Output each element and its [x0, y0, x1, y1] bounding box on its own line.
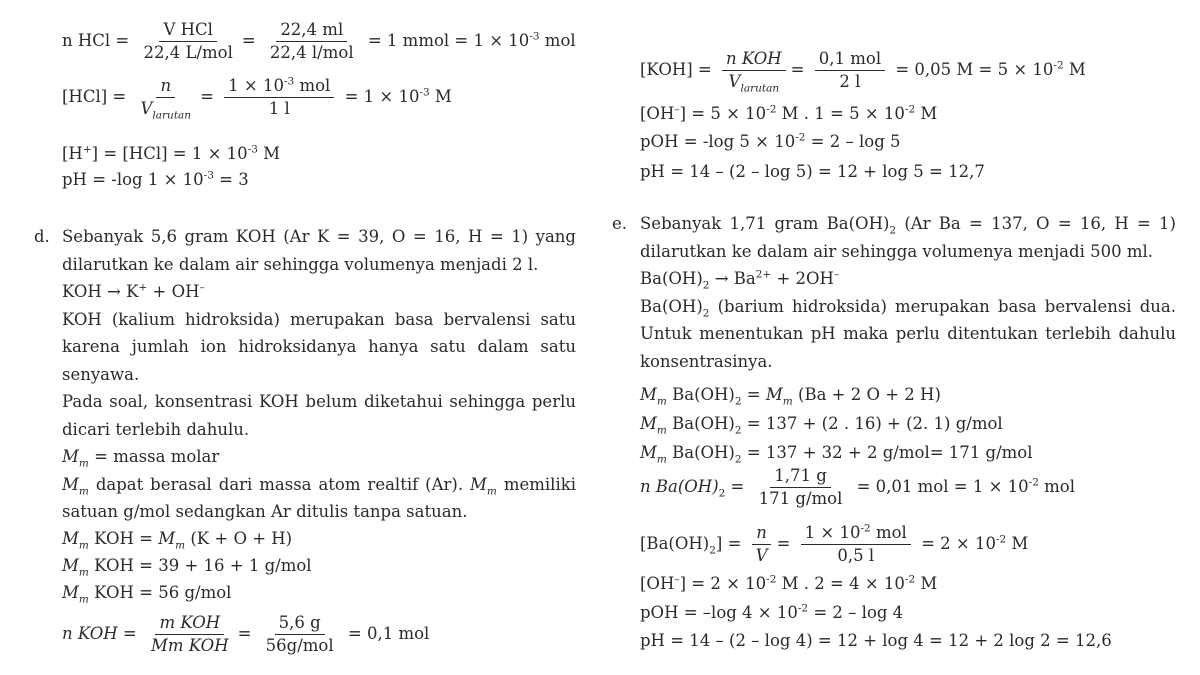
- mm-koh-eq1: $M_m$ KOH = $M_m$ (K + O + H): [62, 529, 293, 552]
- mm-explanation: $M_m$ dapat berasal dari massa atom realtif (Ar). $M_m$ memiliki satuan g/mol sedangkan Ar ditulis tanpa satuan.: [62, 474, 576, 521]
- n-koh-equation: n KOH = $\frac{\text{m KOH}}{\text{Mm KOH}}$ = $\frac{5,6 g}{\text{56g/mol}}$ = 0,1 mol: [62, 613, 430, 655]
- ph-equation-koh: pH = 14 – (2 – log 5) = 12 + log 5 = 12,7: [640, 162, 985, 181]
- koh-valence-text: KOH (kalium hidroksida) merupakan basa bervalensi satu karena jumlah ion hidroksidanya hanya satu dalam satu senyawa.: [62, 309, 576, 384]
- oh-ion-equation: $[OH^-] = 5 \times 10^{-2}$ M . $1 = 5 \times 10^{-2}$ M: [640, 103, 938, 123]
- fraction: $\frac{1 \times 10^{-3} mol}{1 l}$: [224, 75, 334, 120]
- fraction: $\frac{\text{V HCl}}{\text{22,4 L/mol}}$: [143, 20, 233, 62]
- poh-equation: pOH = -log $5 \times 10^{-2} = 2 - \log 5$: [640, 131, 901, 151]
- mm-baoh2-eq2: $M_m$ $Ba(OH)_2 = 137 + (2$ . 16) + (2. 1) g/mol: [640, 414, 1003, 437]
- section-e-body: [640, 210, 1176, 375]
- fraction: $\frac{5,6 g}{\text{56g/mol}}$: [265, 613, 334, 655]
- baoh2-dissociation: $Ba(OH)_2 \to Ba^{2+} + 2OH^-$: [640, 268, 840, 292]
- mm-koh-eq3: $M_m$ KOH = 56 g/mol: [62, 583, 232, 606]
- section-d-intro: Sebanyak 5,6 gram KOH (Ar K = 39, O = 16, H = 1) yang dilarutkan ke dalam air sehingga volumenya menjadi 2 l.: [62, 227, 576, 274]
- section-e-marker: e.: [612, 214, 628, 233]
- poh-equation-baoh2: pOH = –log $4 \times 10^{-2} = 2 - \log 4$: [640, 602, 904, 622]
- fraction: $\frac{\text{0,1 mol}}{2 l}$: [815, 48, 885, 93]
- section-e-intro: Sebanyak 1,71 gram $Ba(OH)_2$ (Ar Ba = 137, O = 16, H = 1) dilarutkan ke dalam air sehingga volumenya menjadi 500 ml.: [640, 214, 1176, 261]
- koh-dissociation: KOH → K+ + OH–: [62, 281, 205, 301]
- h-ion-equation: $[H^+] = [HCl] = 1 \times 10^{-3}$ M: [62, 143, 281, 163]
- mm-baoh2-eq1: $M_m$ $Ba(OH)_2 = M_m$ (Ba + 2 O + 2 H): [640, 385, 941, 408]
- mm-koh-eq2: $M_m$ KOH = 39 + 16 + 1 g/mol: [62, 556, 312, 579]
- baoh2-valence-text: $Ba(OH)_2$ (barium hidroksida) merupakan basa bervalensi dua. Untuk menentukan pH maka perlu ditentukan terlebih dahulu konsentrasinya.: [640, 296, 1176, 371]
- ph-equation-baoh2: pH = 14 – (2 – log 4) = 12 + log 4 = 12 + 2 log 2 = 12,6: [640, 631, 1112, 650]
- ph-equation: pH = -log $1 \times 10^{-3} = 3$: [62, 169, 249, 189]
- hcl-moles-equation: n HCl = $\frac{\text{V HCl}}{\text{22,4 L/mol}}$ = $\frac{22,4 ml}{\text{22,4 l/mol}}$ = 1 mmol = $1 \times 10^{-3}$ mol: [62, 20, 576, 62]
- fraction: $\frac{1,71 g}{\text{171 g/mol}}$: [758, 466, 843, 508]
- n-baoh2-equation: n $Ba(OH)_2$ = $\frac{1,71 g}{\text{171 g/mol}}$ = 0,01 mol = $1 \times 10^{-2}$ mol: [640, 466, 1075, 508]
- mm-definition: $M_m$ = massa molar: [62, 447, 220, 470]
- mm-baoh2-eq3: $M_m$ $Ba(OH)_2 = 137 + 32 + 2$ g/mol= 171 g/mol: [640, 443, 1033, 466]
- fraction: $\frac{n}{V_{larutan}}$: [140, 76, 192, 122]
- koh-concentration-equation: [KOH] = $\frac{\text{n KOH}}{V_{larutan}}$ = $\frac{\text{0,1 mol}}{2 l}$ = 0,05 $M = 5 \times 10^{-2}$ M: [640, 49, 1086, 95]
- fraction: $\frac{\text{n KOH}}{V_{larutan}}$: [722, 48, 786, 93]
- koh-concentration-text: Pada soal, konsentrasi KOH belum diketahui sehingga perlu dicari terlebih dahulu.: [62, 392, 576, 439]
- fraction: $\frac{\text{m KOH}}{\text{Mm KOH}}$: [151, 613, 229, 655]
- section-d-body: [62, 223, 576, 526]
- fraction: $\frac{22,4 ml}{\text{22,4 l/mol}}$: [269, 20, 354, 62]
- fraction: $\frac{1 \times 10^{-2} mol}{0,5 l}$: [801, 522, 911, 567]
- section-d-marker: d.: [34, 227, 50, 246]
- fraction: $\frac{n}{V}$: [752, 522, 772, 567]
- baoh2-concentration-equation: $[Ba(OH)_2]$ = $\frac{n}{V}$ = $\frac{1 \times 10^{-2} mol}{0,5 l}$ = $2 \times 10^{-2}$ M: [640, 522, 1029, 565]
- hcl-concentration-equation: [HCl] = $\frac{n}{V_{larutan}}$ = $\frac{1 \times 10^{-3} mol}{1 l}$ = $1 \times 10^{-3}$ M: [62, 75, 452, 122]
- oh-ion-equation-baoh2: $[OH^-] = 2 \times 10^{-2}$ M . $2 = 4 \times 10^{-2}$ M: [640, 573, 938, 593]
